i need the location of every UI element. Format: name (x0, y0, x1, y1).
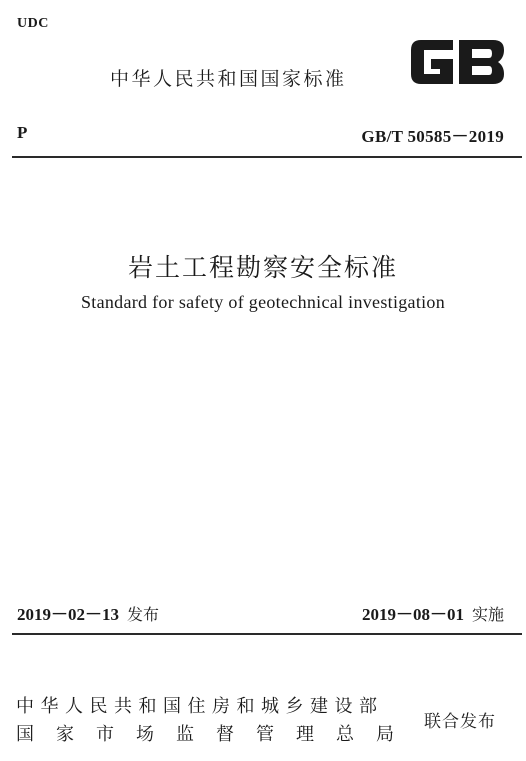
national-standard-heading: 中华人民共和国国家标准 (110, 68, 347, 90)
gb-logo-b (459, 40, 504, 84)
gb-logo (407, 37, 507, 87)
issuer-ministry: 中华人民共和国住房和城乡建设部 (16, 696, 384, 717)
issue-date: 2019－02－13 (17, 605, 119, 624)
gb-logo-g (411, 40, 453, 84)
udc-label: UDC (17, 16, 49, 31)
title-chinese: 岩土工程勘察安全标准 (127, 253, 398, 282)
implementation-date-block (362, 600, 504, 625)
implementation-date: 2019－08－01 (361, 605, 464, 624)
header-divider (12, 156, 522, 158)
footer-divider (12, 633, 522, 635)
issue-label: 发布 (127, 605, 160, 624)
standard-number: GB/T 50585－2019 (361, 127, 504, 146)
title-english: Standard for safety of geotechnical investigation (80, 292, 446, 312)
implementation-label: 实施 (471, 605, 504, 624)
issue-date-block (17, 600, 159, 625)
issuer-administration: 国家市场监督管理总局 (16, 724, 416, 745)
category-code: P (17, 123, 28, 142)
joint-release-label: 联合发布 (424, 712, 496, 732)
